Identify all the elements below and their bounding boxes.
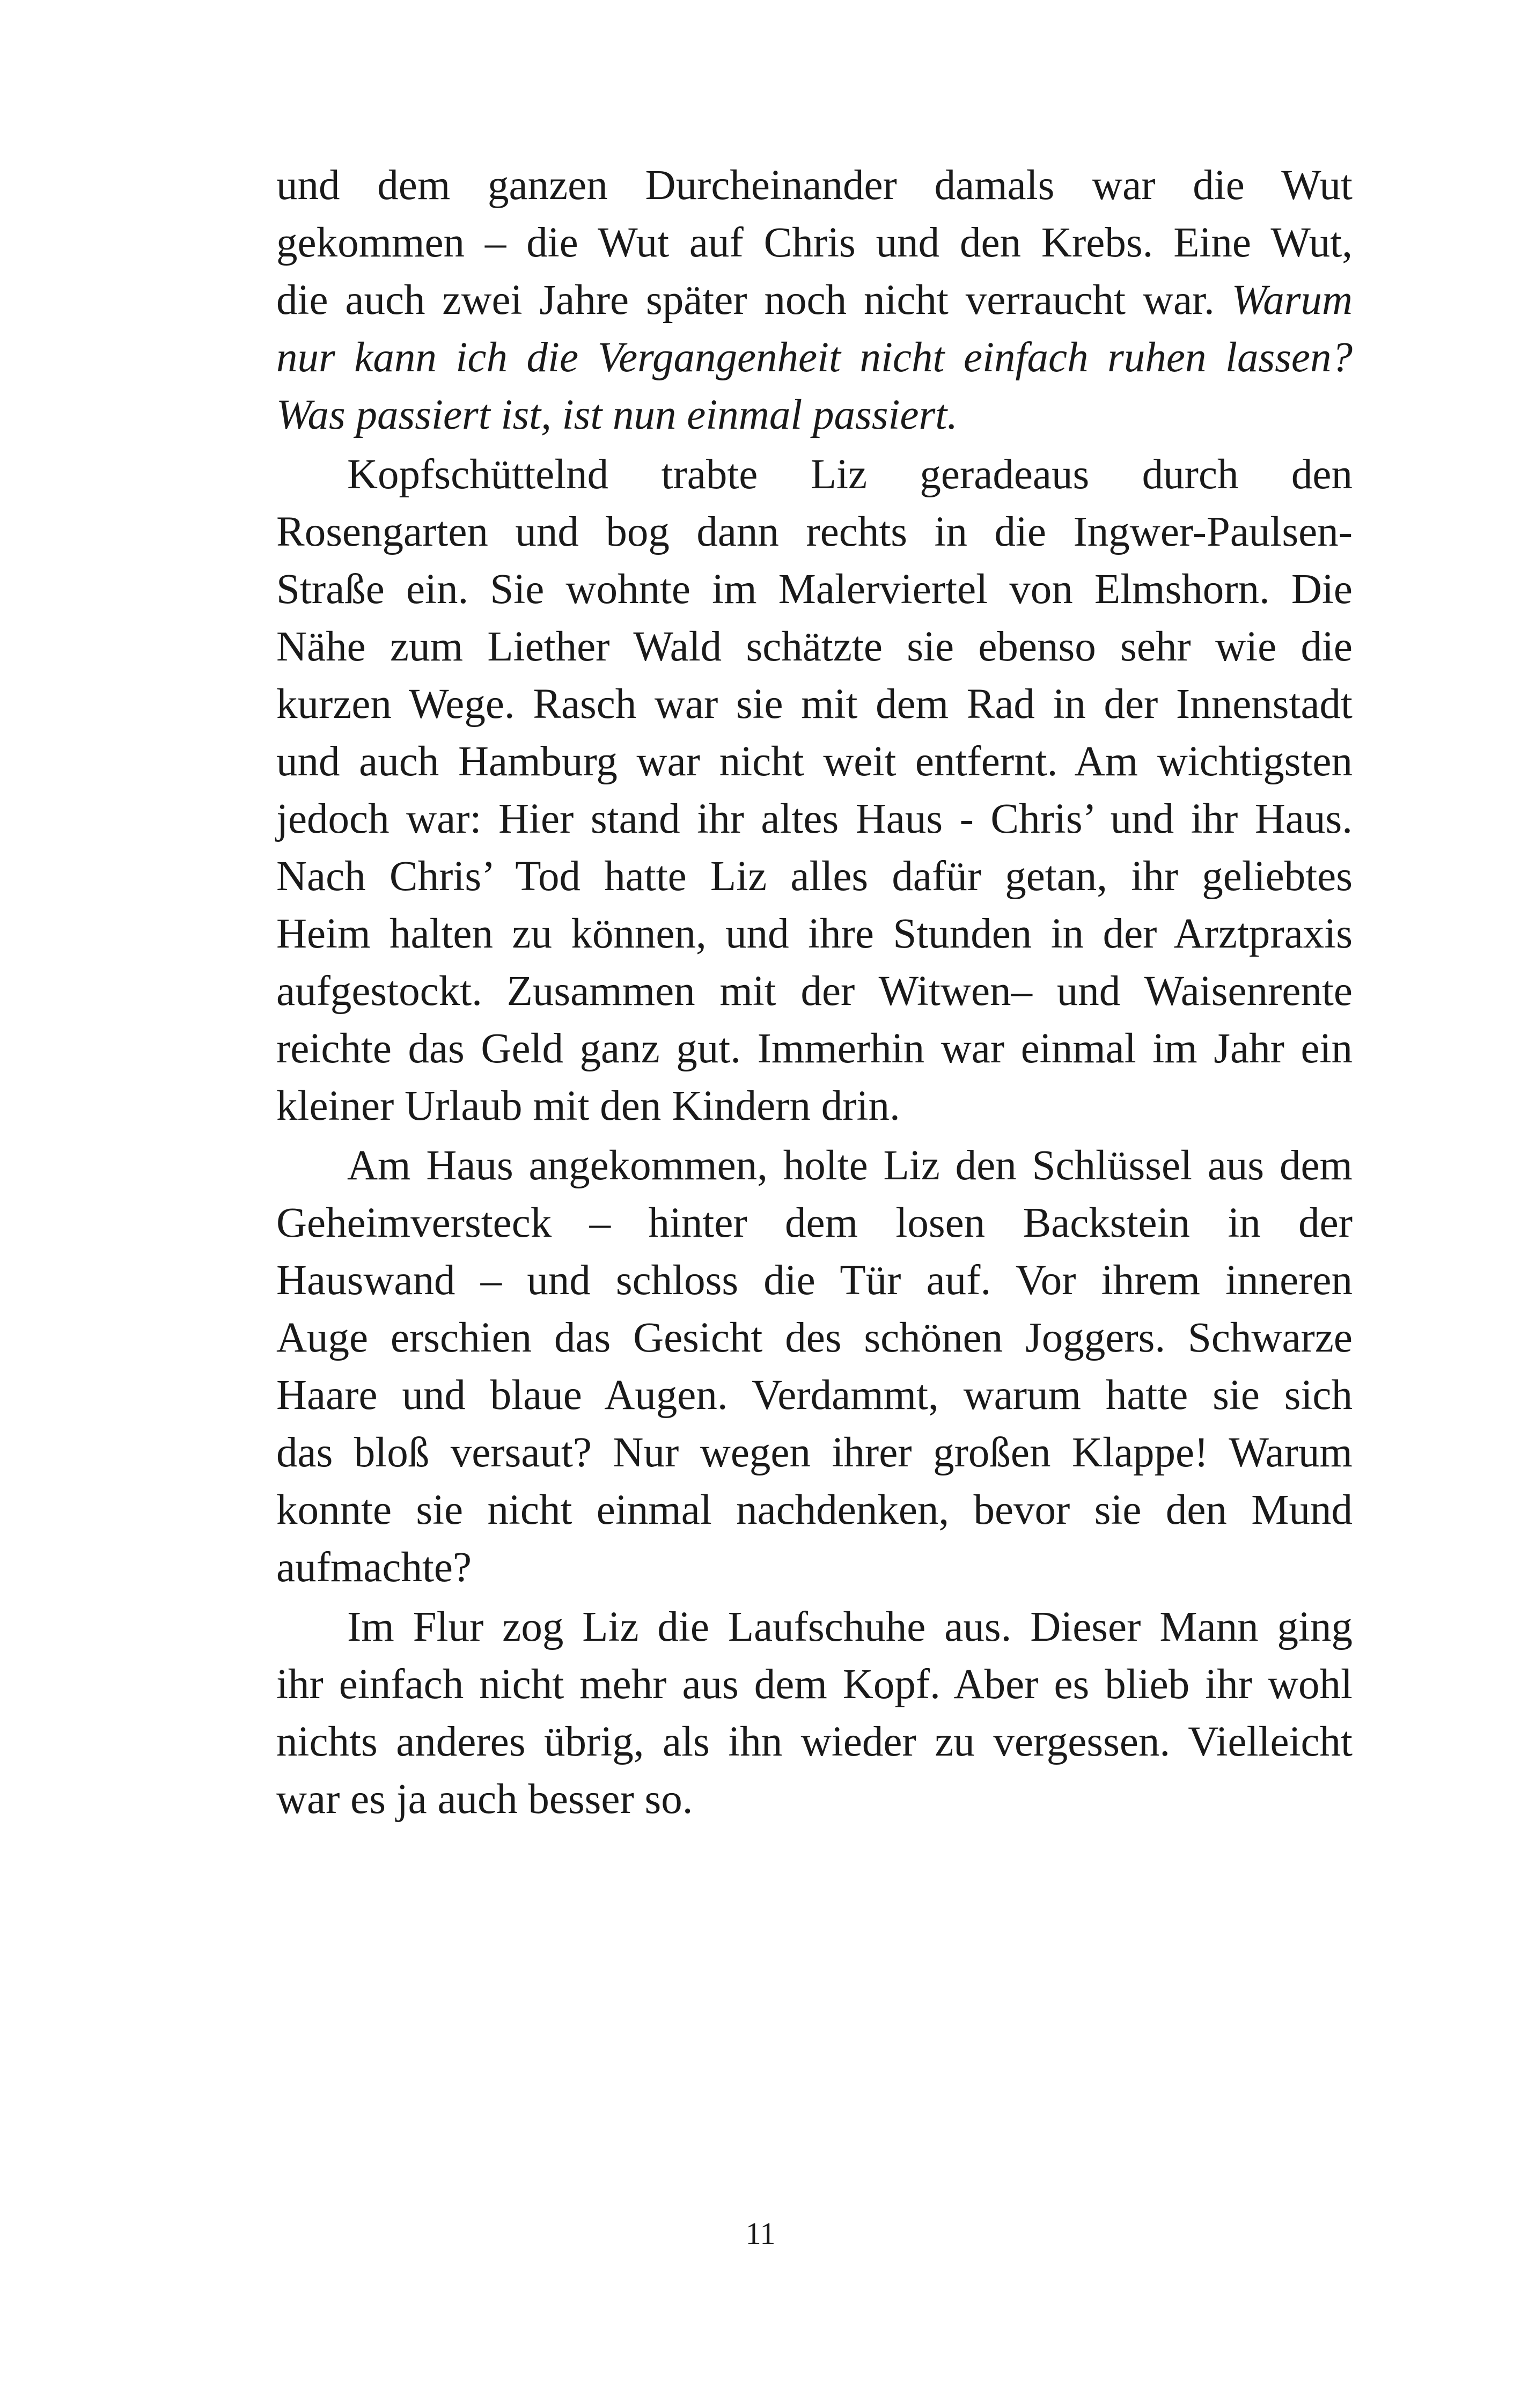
- text-segment: jedoch war: Hier stand ihr altes Haus - Chris’ und ihr Haus.: [276, 796, 1353, 842]
- text-segment: war es ja auch besser so.: [276, 1776, 693, 1823]
- body-text: [276, 157, 1353, 1828]
- text-line: [276, 271, 1353, 329]
- text-segment: Auge erschien das Gesicht des schönen Joggers. Schwarze: [276, 1315, 1353, 1361]
- text-line: [276, 1020, 1353, 1077]
- paragraph: [276, 446, 1353, 1135]
- text-segment: Kopfschüttelnd trabte Liz geradeaus durch den: [347, 451, 1353, 498]
- text-segment: reichte das Geld ganz gut. Immerhin war einmal im Jahr ein: [276, 1025, 1353, 1072]
- text-segment: Straße ein. Sie wohnte im Malerviertel von Elmshorn. Die: [276, 566, 1353, 613]
- text-segment: die auch zwei Jahre später noch nicht verraucht war.: [276, 277, 1232, 324]
- text-line: [276, 329, 1353, 386]
- text-line: [276, 1713, 1353, 1771]
- text-segment: nichts anderes übrig, als ihn wieder zu vergessen. Vielleicht: [276, 1719, 1353, 1765]
- text-segment: konnte sie nicht einmal nachdenken, bevor sie den Mund: [276, 1487, 1353, 1533]
- text-line: [276, 1656, 1353, 1713]
- text-line: [276, 1539, 1353, 1596]
- text-segment: ihr einfach nicht mehr aus dem Kopf. Aber es blieb ihr wohl: [276, 1661, 1353, 1708]
- text-line: [276, 905, 1353, 963]
- text-line: [276, 1137, 1353, 1194]
- text-segment: und auch Hamburg war nicht weit entfernt. Am wichtigsten: [276, 738, 1353, 785]
- text-segment: gekommen – die Wut auf Chris und den Krebs. Eine Wut,: [276, 219, 1353, 266]
- text-line: [276, 1481, 1353, 1539]
- text-line: [276, 1252, 1353, 1309]
- text-line: [276, 848, 1353, 905]
- text-line: [276, 790, 1353, 848]
- text-line: [276, 446, 1353, 503]
- text-segment: aufgestockt. Zusammen mit der Witwen– und Waisenrente: [276, 968, 1353, 1015]
- paragraph: [276, 1598, 1353, 1828]
- text-line: [276, 733, 1353, 790]
- text-line: [276, 386, 1353, 444]
- text-segment: Im Flur zog Liz die Laufschuhe aus. Dieser Mann ging: [347, 1604, 1353, 1650]
- text-line: [276, 618, 1353, 676]
- text-line: [276, 157, 1353, 214]
- text-line: [276, 1424, 1353, 1481]
- text-line: [276, 676, 1353, 733]
- text-segment: Hauswand – und schloss die Tür auf. Vor ihrem inneren: [276, 1257, 1353, 1304]
- text-line: [276, 1598, 1353, 1656]
- text-segment: Haare und blaue Augen. Verdammt, warum hatte sie sich: [276, 1372, 1353, 1419]
- text-segment: Rosengarten und bog dann rechts in die Ingwer-Paulsen-: [276, 509, 1353, 555]
- text-segment: Geheimversteck – hinter dem losen Backstein in der: [276, 1200, 1353, 1246]
- text-segment: und dem ganzen Durcheinander damals war die Wut: [276, 162, 1353, 209]
- text-segment: Nähe zum Liether Wald schätzte sie ebenso sehr wie die: [276, 623, 1353, 670]
- text-segment: Nach Chris’ Tod hatte Liz alles dafür getan, ihr geliebtes: [276, 853, 1353, 900]
- text-line: [276, 1077, 1353, 1135]
- text-line: [276, 503, 1353, 561]
- paragraph: [276, 157, 1353, 444]
- italic-text: Warum: [1231, 277, 1353, 324]
- text-line: [276, 561, 1353, 618]
- text-line: [276, 1194, 1353, 1252]
- text-segment: das bloß versaut? Nur wegen ihrer großen Klappe! Warum: [276, 1429, 1353, 1476]
- paragraph: [276, 1137, 1353, 1596]
- text-segment: Heim halten zu können, und ihre Stunden in der Arztpraxis: [276, 911, 1353, 957]
- text-line: [276, 963, 1353, 1020]
- page-number: 11: [745, 2216, 776, 2251]
- text-line: [276, 214, 1353, 271]
- text-line: [276, 1309, 1353, 1367]
- text-segment: aufmachte?: [276, 1544, 472, 1591]
- text-line: [276, 1771, 1353, 1828]
- text-line: [276, 1367, 1353, 1424]
- italic-text: nur kann ich die Vergangenheit nicht einfach ruhen lassen?: [276, 334, 1353, 381]
- text-segment: Am Haus angekommen, holte Liz den Schlüssel aus dem: [347, 1142, 1353, 1189]
- text-segment: kurzen Wege. Rasch war sie mit dem Rad in der Innenstadt: [276, 681, 1353, 728]
- italic-text: Was passiert ist, ist nun einmal passiert.: [276, 392, 958, 438]
- text-segment: kleiner Urlaub mit den Kindern drin.: [276, 1083, 900, 1129]
